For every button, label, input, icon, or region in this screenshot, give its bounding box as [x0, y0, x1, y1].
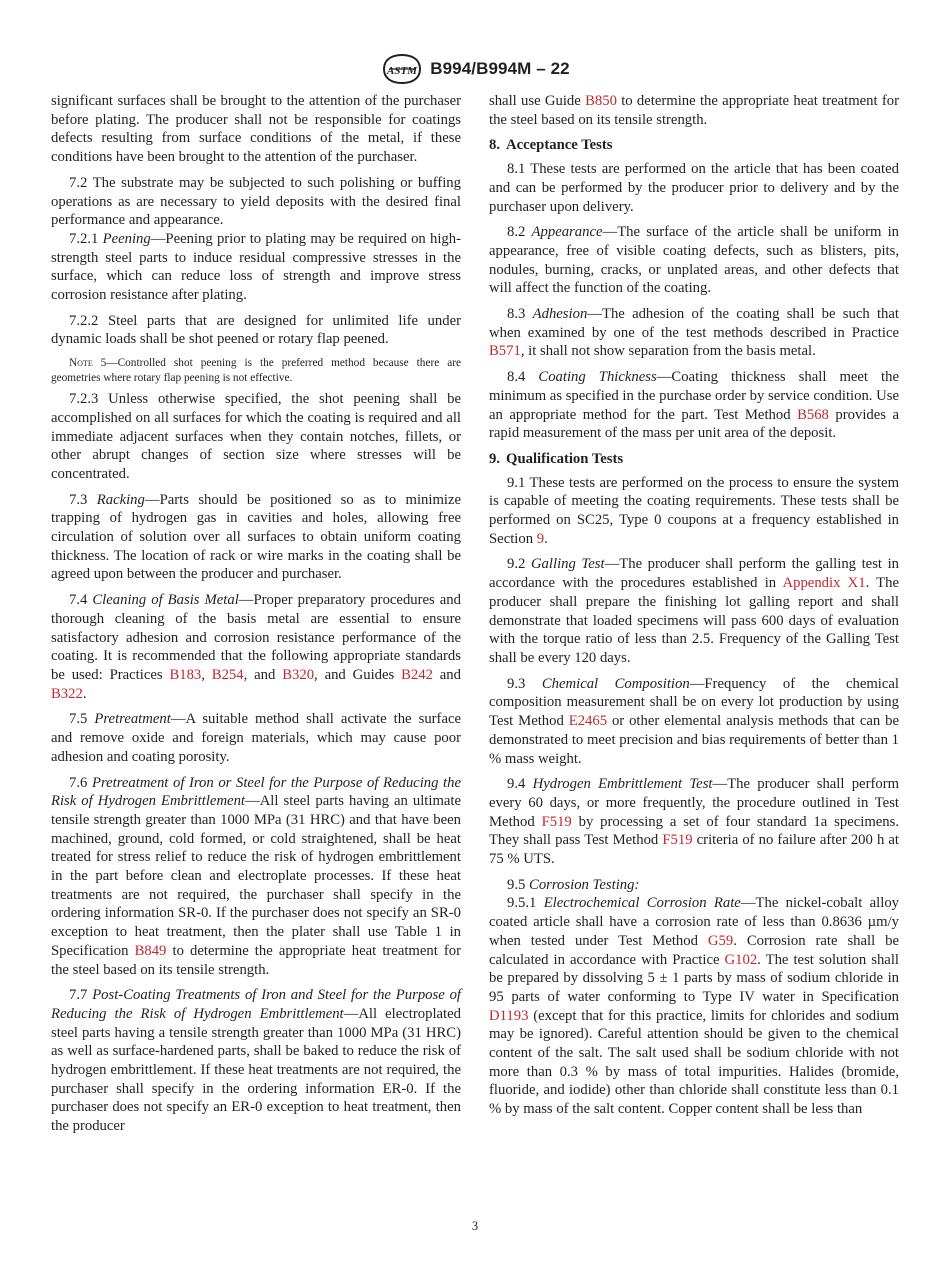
paragraph-9-4: 9.4 Hydrogen Embrittlement Test—The producer shall perform every 60 days, or more frequently, the procedure outlined in Test Method F519 by processing a set of four standard 1a specimens. They shall pass Test Method F519 criteria of no failure after 200 h at 75 % UTS.: [489, 776, 900, 868]
paragraph-8-4: 8.4 Coating Thickness—Coating thickness shall meet the minimum as specified in the purchase order by service condition. Use an appropriate method for the part. Test Method B568 provides a rapid measurement of the mass per unit area of the deposit.: [489, 369, 899, 442]
ref-link-appendix-x1[interactable]: Appendix X1: [782, 575, 866, 592]
paragraph-9-1: 9.1 These tests are performed on the process to ensure the system is capable of meeting the coating requirements. These tests shall be performed on SC25, Type 0 coupons at a frequency established in Section 9.: [489, 474, 899, 547]
ref-link-b849[interactable]: B849: [134, 942, 167, 959]
paragraph-7-7: 7.7 Post-Coating Treatments of Iron and Steel for the Purpose of Reducing the Risk of Hydrogen Embrittlement—All electroplated steel parts having a tensile strength greater than 1000 MPa (31 HRC) as well as surface-hardened parts, shall be baked to reduce the risk of hydrogen embrittlement. If these heat treatments are not required, the purchaser shall specify in the ordering information ER-0. If the purchaser does not specify an ER-0 exception to heat treatment, then the producer: [51, 987, 461, 1135]
paragraph-8-3: 8.3 Adhesion—The adhesion of the coating shall be such that when examined by one of the test methods described in Practice B571, it shall not show separation from the basis metal.: [489, 306, 900, 360]
ref-link-section-9[interactable]: 9: [536, 530, 545, 547]
page-header: [0, 53, 950, 85]
paragraph-7-2-2: 7.2.2 Steel parts that are designed for unlimited life under dynamic loads shall be shot peened or rotary flap peened.: [51, 312, 461, 348]
paragraph-9-5: 9.5 Corrosion Testing:: [507, 876, 640, 893]
paragraph-7-3: 7.3 Racking—Parts should be positioned so as to minimize trapping of hydrogen gas in cavities and holes, allowing free circulation of solution over all surfaces to obtain uniform coating thickness. The location of rack or wire marks in the coating shall be agreed upon between the producer and purchaser.: [51, 491, 462, 583]
section-9-heading: 9. Qualification Tests: [489, 450, 624, 467]
ref-link-f519-second[interactable]: F519: [662, 832, 693, 849]
ref-link-b850[interactable]: B850: [585, 93, 617, 109]
ref-link-b183[interactable]: B183: [169, 666, 202, 683]
paragraph-9-5-1: 9.5.1 Electrochemical Corrosion Rate—The nickel-cobalt alloy coated article shall have a corrosion rate of less than 0.8636 µm/y when tested under Test Method G59. Corrosion rate shall be calculated in accordance with Practice G102. The test solution shall be prepared by dissolving 5 ± 1 parts by mass of sodium chloride in 95 parts of water conforming to Type IV water in Specification D1193 (except that for this practice, limits for chlorides and sodium may be ignored). Careful attention should be given to the chemical content of the salt. The salt used shall be sodium chloride with not more than 0.3 % by mass of total impurities. Halides (bromide, fluoride, and iodide) other than chloride shall constitute less than 0.1 % by mass of the salt content. Copper content shall be less than: [489, 895, 900, 1118]
right-column: [489, 92, 899, 1126]
page-number: 3: [471, 1219, 479, 1233]
paragraph-7-4: 7.4 Cleaning of Basis Metal—Proper preparatory procedures and thorough cleaning of the basis metal are essential to ensure satisfactory adhesion and corrosion resistance performance of the coating. It is recommended that the following appropriate standards be used: Practices B183, B254, and B320, and Guides B242 and B322.: [51, 592, 461, 702]
ref-link-e2465[interactable]: E2465: [568, 713, 608, 730]
ref-link-g102[interactable]: G102: [724, 951, 758, 968]
paragraph-7-2: 7.2 The substrate may be subjected to such polishing or buffing operations as are necessary to yield deposits with the desired final performance and appearance.: [51, 174, 461, 229]
astm-logo-icon: [380, 53, 424, 85]
paragraph-7-7-continued: shall use Guide B850 to determine the appropriate heat treatment for the steel based on its tensile strength.: [489, 93, 899, 128]
ref-link-b322[interactable]: B322: [51, 685, 83, 702]
ref-link-d1193[interactable]: D1193: [489, 1007, 529, 1024]
ref-link-b242[interactable]: B242: [401, 666, 433, 683]
section-8-heading: 8. Acceptance Tests: [489, 137, 613, 154]
paragraph-9-2: 9.2 Galling Test—The producer shall perform the galling test in accordance with the procedures established in Appendix X1. The producer shall prepare the finishing lot galling report and shall demonstrate that loaded specimens will pass 600 days of evaluation with the torque ratio of less than 2.5. Frequency of the Galling Test shall be every 120 days.: [489, 556, 899, 666]
ref-link-b568[interactable]: B568: [797, 406, 829, 423]
paragraph-7-5: 7.5 Pretreatment—A suitable method shall activate the surface and remove oxide and foreign materials, which may cause poor adhesion and coating porosity.: [51, 711, 462, 765]
paragraph-7-6: 7.6 Pretreatment of Iron or Steel for the Purpose of Reducing the Risk of Hydrogen Embrittlement—All steel parts having an ultimate tensile strength greater than 1000 MPa (31 HRC) and that have been machined, ground, cold formed, or cold straightened, shall be heat treated for stress relief to reduce the risk of hydrogen embrittlement in the part before clean and electroplate processes. If these heat treatments are not required, the purchaser shall specify in the ordering information SR-0. If the purchaser does not specify an SR-0 exception to heat treatment, then the plater shall use Table 1 in Specification B849 to determine the appropriate heat treatment for the steel based on its tensile strength.: [51, 774, 462, 978]
ref-link-g59[interactable]: G59: [707, 932, 734, 949]
paragraph-7-2-3: 7.2.3 Unless otherwise specified, the shot peening shall be accomplished on all surfaces for which the coating is required and all immediate adjacent surfaces when they contain notches, fillets, or other abrupt changes of section size where stresses will be concentrated.: [51, 391, 461, 482]
paragraph-7-1-continued: significant surfaces shall be brought to the attention of the purchaser before plating. The producer shall not be responsible for coatings defects resulting from surface conditions of the metal, if these conditions have been brought to the attention of the purchaser.: [51, 93, 461, 166]
ref-link-b254[interactable]: B254: [211, 666, 244, 683]
paragraph-8-1: 8.1 These tests are performed on the article that has been coated and can be performed by the producer prior to delivery and by the purchaser upon delivery.: [489, 161, 899, 215]
paragraph-8-2: 8.2 Appearance—The surface of the article shall be uniform in appearance, free of visible coating defects, such as blisters, pits, nodules, burning, cracks, or unplated areas, and other defects that will affect the function of the coating.: [489, 224, 899, 297]
ref-link-b571[interactable]: B571: [489, 343, 521, 360]
astm-logo-text: ASTM: [387, 65, 418, 77]
ref-link-f519[interactable]: F519: [541, 813, 572, 830]
left-column: [51, 92, 461, 1143]
note-5: Note 5—Controlled shot peening is the preferred method because there are geometries where rotary flap peening is not effective.: [51, 357, 461, 384]
paragraph-7-2-1: 7.2.1 Peening—Peening prior to plating may be required on high-strength steel parts to induce residual compressive stresses in the surface, which can reduce loss of strength and improve stress corrosion resistance after plating.: [51, 230, 462, 304]
standard-designation: B994/B994M – 22: [430, 59, 570, 78]
paragraph-9-3: 9.3 Chemical Composition—Frequency of the chemical composition measurement shall be on every lot production by using Test Method E2465 or other elemental analysis methods that can be demonstrated to meet precision and bias requirements of better than 1 % mass weight.: [489, 675, 900, 767]
ref-link-b320[interactable]: B320: [282, 666, 315, 683]
